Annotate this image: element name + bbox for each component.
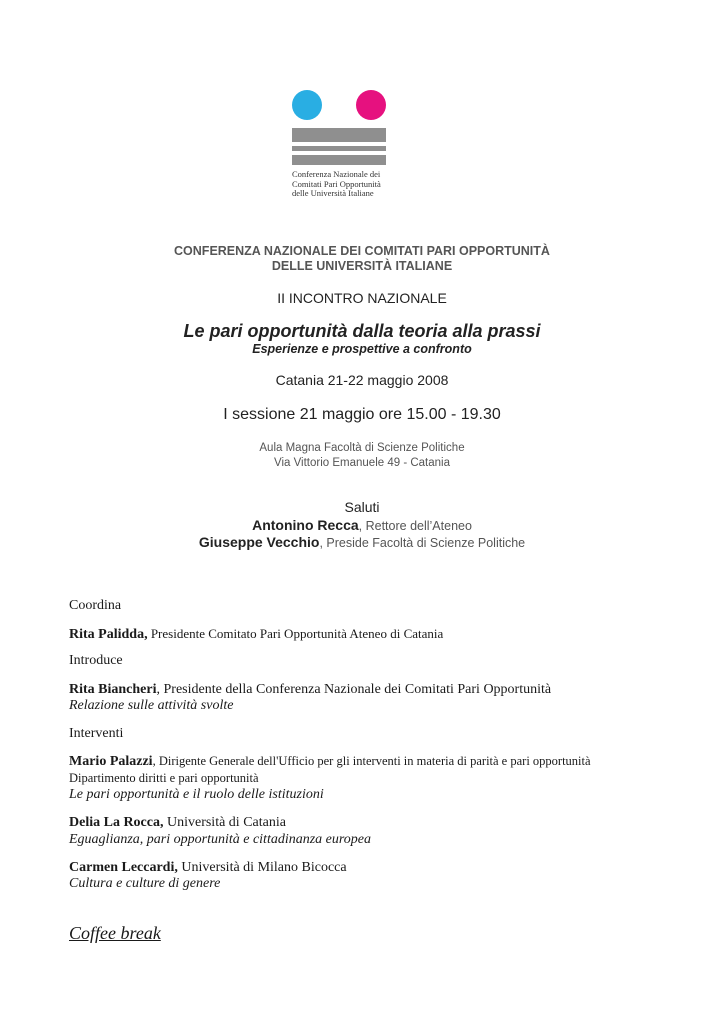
interventi-label: Interventi <box>69 726 124 741</box>
logo-caption-line: Comitati Pari Opportunità <box>292 178 381 189</box>
logo-bar-bottom <box>292 155 386 165</box>
introducer-talk: Relazione sulle attività svolte <box>69 698 234 713</box>
speaker-role: , Rettore dell’Ateneo <box>358 519 472 533</box>
conference-title-line2: DELLE UNIVERSITÀ ITALIANE <box>271 259 453 273</box>
talk-title: Le pari opportunità e il ruolo delle istituzioni <box>69 787 324 802</box>
coffee-break: Coffee break <box>69 923 161 943</box>
talk-speaker-name: Carmen Leccardi, <box>69 860 178 875</box>
speaker-role: , Preside Facoltà di Scienze Politiche <box>319 536 526 550</box>
event-date: Catania 21-22 maggio 2008 <box>275 372 449 388</box>
speaker-name: Antonino Recca <box>252 517 359 533</box>
magenta-dot-icon <box>356 90 386 120</box>
logo-bar-top <box>292 128 386 142</box>
talk-title: Cultura e culture di genere <box>69 876 221 891</box>
cyan-dot-icon <box>292 90 322 120</box>
talk-title: Eguaglianza, pari opportunità e cittadinanza europea <box>69 832 372 847</box>
talk-speaker-line <box>69 815 286 831</box>
coordinator-role: Presidente Comitato Pari Opportunità Ateneo di Catania <box>147 626 444 641</box>
logo-caption-line: Conferenza Nazionale dei <box>292 169 381 179</box>
venue <box>0 441 724 470</box>
talk-speaker-line <box>69 860 347 876</box>
venue-line1: Aula Magna Facoltà di Scienze Politiche <box>259 442 465 454</box>
introducer-line <box>69 682 551 698</box>
talk-speaker-name: Mario Palazzi <box>69 754 153 769</box>
logo-caption-line: delle Università Italiane <box>292 188 374 199</box>
coordina-label: Coordina <box>69 598 122 613</box>
conference-title-line1: CONFERENZA NAZIONALE DEI COMITATI PARI OPPORTUNITÀ <box>174 244 550 258</box>
talk-speaker-line <box>69 754 591 770</box>
coordinator-line <box>69 626 443 643</box>
session-time: I sessione 21 maggio ore 15.00 - 19.30 <box>223 406 501 423</box>
greetings-speaker <box>0 534 724 550</box>
conference-title <box>0 244 724 274</box>
talk-speaker-role: Università di Milano Bicocca <box>177 860 347 875</box>
talk-speaker-role: Università di Catania <box>163 815 286 830</box>
logo-caption <box>292 170 402 199</box>
introducer-role: , Presidente della Conferenza Nazionale dei Comitati Pari Opportunità <box>156 682 552 697</box>
greetings-heading: Saluti <box>344 499 380 515</box>
conference-logo <box>292 90 388 202</box>
coordinator-name: Rita Palidda, <box>69 627 148 642</box>
event-label: II INCONTRO NAZIONALE <box>277 290 447 306</box>
main-title: Le pari opportunità dalla teoria alla prassi <box>183 321 541 341</box>
greetings-speaker <box>0 517 724 533</box>
introduce-label: Introduce <box>69 653 123 668</box>
talk-speaker-role: , Dirigente Generale dell'Ufficio per gli interventi in materia di parità e pari opportunità <box>152 754 591 768</box>
subtitle: Esperienze e prospettive a confronto <box>252 342 472 356</box>
venue-line2: Via Vittorio Emanuele 49 - Catania <box>273 456 450 469</box>
logo-bar-middle <box>292 146 386 151</box>
talk-speaker-name: Delia La Rocca, <box>69 815 164 830</box>
speaker-name: Giuseppe Vecchio <box>198 534 320 550</box>
introducer-name: Rita Biancheri <box>69 682 157 697</box>
talk-speaker-role-line2: Dipartimento diritti e pari opportunità <box>69 771 259 785</box>
